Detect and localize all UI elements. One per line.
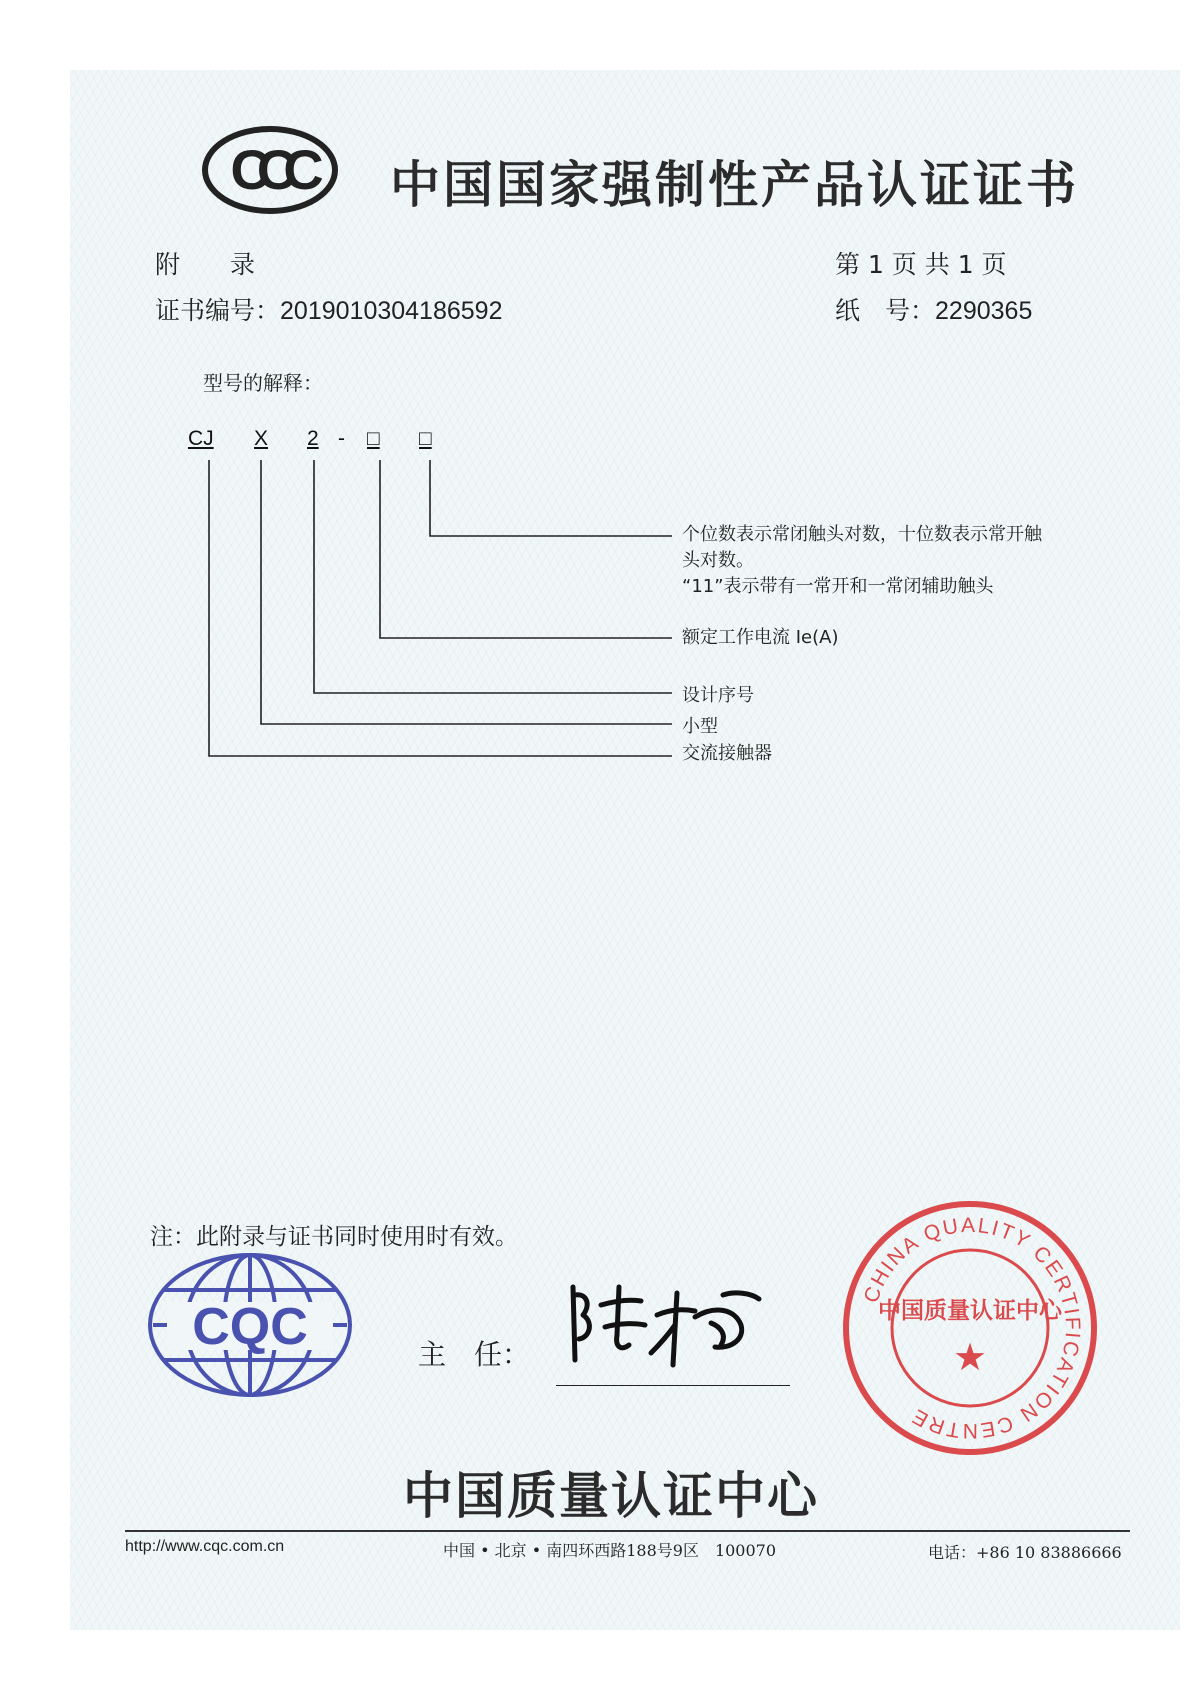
signature-line [556, 1385, 790, 1386]
footer-divider [125, 1530, 1130, 1532]
cqc-logo [145, 1250, 355, 1400]
model-code-box-2: □ [419, 427, 432, 450]
certificate-number: 2019010304186592 [280, 297, 503, 325]
model-connector-lines [0, 0, 1200, 800]
connector-ac-contactor [209, 460, 672, 756]
director-signature [545, 1265, 795, 1390]
certificate-number-label: 证书编号： [155, 296, 281, 325]
seal-inner-text: 中国质量认证中心 [878, 1298, 1062, 1324]
model-code-box-1: □ [367, 427, 380, 450]
paper-number: 2290365 [935, 297, 1033, 325]
explanation-ac-contactor: 交流接触器 [682, 743, 772, 764]
connector-design-no [314, 460, 672, 693]
footer-phone: 电话：+86 10 83886666 [928, 1543, 1122, 1562]
connector-current [380, 460, 672, 638]
validity-note: 注：此附录与证书同时使用时有效。 [150, 1224, 518, 1250]
page-info: 第 1 页 共 1 页 [835, 250, 1007, 279]
seal-outer-text: CHINA QUALITY CERTIFICATION CENTRE [859, 1213, 1085, 1443]
paper-number-label: 纸 号： [835, 296, 936, 325]
explanation-small-type: 小型 [682, 716, 718, 737]
model-explanation-heading: 型号的解释： [203, 371, 323, 395]
cqc-seal-stamp [840, 1198, 1100, 1458]
footer-website: http://www.cqc.com.cn [125, 1538, 285, 1555]
organization-name: 中国质量认证中心 [403, 1467, 819, 1525]
model-code-cj: CJ [188, 427, 214, 450]
cqc-logo-text: CQC [192, 1298, 308, 1356]
connector-small [261, 460, 672, 724]
director-label: 主 任： [418, 1338, 531, 1371]
appendix-label: 附 录 [155, 250, 256, 279]
certificate-title: 中国国家强制性产品认证证书 [390, 156, 1079, 214]
ccc-logo-text: CCC [230, 138, 310, 201]
model-code-2: 2 [307, 427, 319, 450]
explanation-rated-current: 额定工作电流 Ie(A) [682, 627, 839, 648]
explanation-contacts-line2: 头对数。 [682, 550, 754, 571]
explanation-contacts-line3: “11”表示带有一常开和一常闭辅助触头 [682, 576, 994, 597]
explanation-contacts-line1: 个位数表示常闭触头对数，十位数表示常开触 [682, 524, 1042, 545]
explanation-design-number: 设计序号 [682, 685, 754, 706]
connector-contacts [430, 460, 672, 536]
model-code-dash: - [338, 427, 345, 450]
footer-address: 中国 • 北京 • 南四环西路188号9区 100070 [443, 1541, 777, 1560]
model-code-x: X [254, 427, 269, 450]
seal-star-icon: ★ [952, 1335, 988, 1379]
